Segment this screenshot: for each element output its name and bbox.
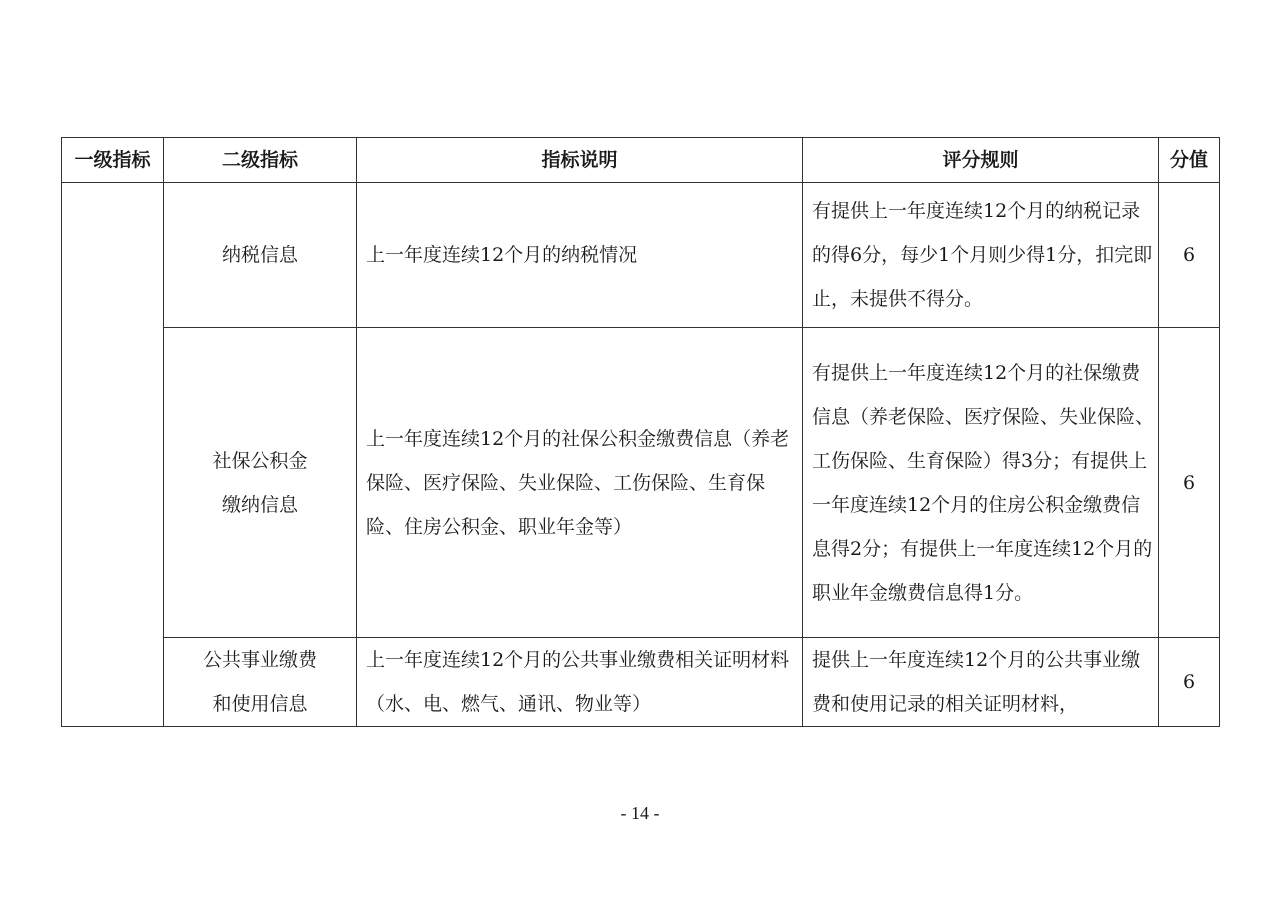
description-text: 上一年度连续12个月的纳税情况 (366, 244, 638, 266)
table-header-row (62, 138, 1220, 183)
description-cell (357, 328, 803, 638)
rule-text: 有提供上一年度连续12个月的纳税记录的得6分，每少1个月则少得1分，扣完即止，未提供不得分。 (812, 200, 1153, 310)
description-cell (357, 638, 803, 727)
page-number: - 14 - (620, 803, 660, 823)
second-level-text: 公共事业缴费和使用信息 (202, 649, 317, 715)
score-cell (1159, 638, 1220, 727)
score-text: 6 (1182, 244, 1196, 266)
header-first-level: 一级指标 (62, 138, 164, 183)
second-level-cell (164, 638, 357, 727)
score-cell (1159, 328, 1220, 638)
score-text: 6 (1182, 471, 1196, 494)
rule-cell (803, 638, 1159, 727)
header-scoring-rule: 评分规则 (803, 138, 1159, 183)
header-second-level: 二级指标 (164, 138, 357, 183)
first-level-cell (62, 183, 164, 727)
rule-cell (803, 328, 1159, 638)
table-row (62, 328, 1220, 638)
second-level-cell (164, 328, 357, 638)
table-row (62, 183, 1220, 328)
description-cell (357, 183, 803, 328)
header-description: 指标说明 (357, 138, 803, 183)
rule-text: 有提供上一年度连续12个月的社保缴费信息（养老保险、医疗保险、失业保险、工伤保险、生育保险）得3分；有提供上一年度连续12个月的住房公积金缴费信息得2分；有提供上一年度连续12个月的职业年金缴费信息得1分。 (812, 361, 1155, 604)
score-text: 6 (1182, 671, 1196, 693)
scoring-table (61, 137, 1220, 727)
rule-cell (803, 183, 1159, 328)
rule-text: 提供上一年度连续12个月的公共事业缴费和使用记录的相关证明材料， (812, 649, 1141, 715)
second-level-text: 纳税信息 (221, 244, 298, 266)
table-row (62, 638, 1220, 727)
description-text: 上一年度连续12个月的社保公积金缴费信息（养老保险、医疗保险、失业保险、工伤保险、生育保险、住房公积金、职业年金等） (366, 427, 790, 538)
second-level-cell (164, 183, 357, 328)
score-cell (1159, 183, 1220, 328)
header-score: 分值 (1159, 138, 1220, 183)
description-text: 上一年度连续12个月的公共事业缴费相关证明材料（水、电、燃气、通讯、物业等） (366, 649, 790, 715)
second-level-text: 社保公积金缴纳信息 (212, 449, 308, 516)
